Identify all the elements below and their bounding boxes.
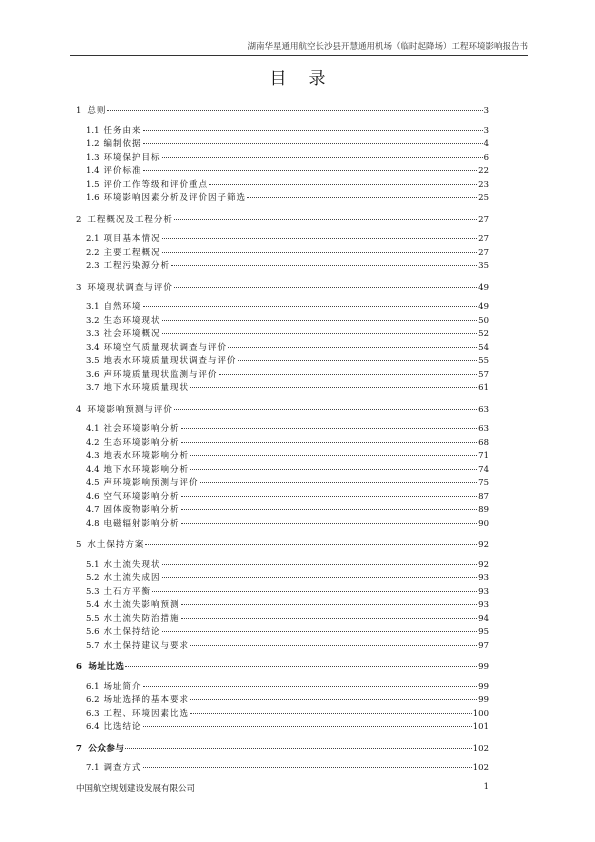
toc-section-entry[interactable]	[76, 247, 489, 261]
toc-entry-page: 49	[478, 282, 489, 293]
toc-dot-leader	[162, 577, 478, 578]
toc-entry-title: 总则	[87, 106, 107, 116]
toc-entry-page: 75	[478, 478, 489, 488]
toc-entry-page: 99	[478, 681, 489, 692]
toc-section-entry[interactable]	[76, 464, 489, 478]
toc-chapter-entry[interactable]	[76, 661, 489, 675]
toc-dot-leader	[152, 591, 477, 592]
toc-section-entry[interactable]	[76, 369, 489, 383]
toc-dot-leader	[162, 631, 478, 632]
toc-entry-page: 54	[478, 342, 489, 353]
toc-dot-leader	[143, 767, 472, 768]
toc-entry-page: 99	[478, 662, 489, 672]
toc-entry-title: 水土保持方案	[87, 540, 145, 550]
toc-entry-title: 工程概况及工程分析	[87, 214, 173, 225]
toc-entry-title: 水土流失成因	[103, 573, 161, 583]
toc-dot-leader	[181, 442, 478, 443]
toc-section-entry[interactable]	[76, 165, 489, 179]
toc-entry-page: 23	[478, 179, 489, 190]
toc-entry-number: 4.5	[86, 478, 100, 488]
toc-dot-leader	[190, 699, 477, 700]
toc-entry-number: 5.3	[86, 586, 100, 597]
toc-section-entry[interactable]	[76, 152, 489, 166]
toc-entry-number: 2	[76, 214, 82, 225]
toc-entry-title: 电磁辐射影响分析	[103, 518, 180, 529]
toc-entry-title: 地下水环境质量现状	[103, 383, 190, 393]
toc-section-entry[interactable]	[76, 626, 489, 640]
toc-section-entry[interactable]	[76, 179, 489, 193]
toc-entry-page: 97	[478, 640, 489, 651]
toc-dot-leader	[174, 219, 477, 220]
toc-entry-title: 水土保持结论	[103, 627, 161, 637]
toc-entry-title: 空气环境影响分析	[103, 491, 180, 502]
toc-entry-number: 4.6	[86, 491, 100, 502]
toc-entry-page: 25	[478, 193, 489, 203]
toc-entry-title: 自然环境	[103, 302, 142, 312]
toc-section-entry[interactable]	[76, 586, 489, 600]
toc-dot-leader	[174, 409, 477, 410]
toc-entry-number: 7	[76, 743, 83, 754]
toc-entry-title: 评价标准	[103, 166, 142, 176]
toc-section-entry[interactable]	[76, 640, 489, 654]
toc-section-entry[interactable]	[76, 518, 489, 532]
toc-entry-number: 1.3	[86, 152, 100, 163]
toc-dot-leader	[125, 748, 471, 749]
toc-entry-page: 52	[478, 329, 489, 339]
toc-entry-number: 2.3	[86, 261, 100, 271]
toc-entry-page: 93	[478, 586, 489, 597]
toc-entry-page: 93	[478, 600, 489, 610]
toc-section-entry[interactable]	[76, 572, 489, 586]
toc-entry-title: 环境保护目标	[103, 152, 161, 163]
toc-entry-title: 水土流失防治措施	[103, 613, 180, 624]
toc-chapter-entry[interactable]	[76, 743, 489, 757]
toc-entry-title: 声环境质量现状监测与评价	[103, 369, 218, 380]
toc-entry-title: 调查方式	[103, 763, 142, 773]
toc-entry-number: 1.4	[86, 166, 100, 176]
toc-dot-leader	[125, 666, 477, 667]
toc-entry-page: 35	[478, 261, 489, 271]
toc-entry-number: 3.3	[86, 329, 100, 339]
toc-dot-leader	[162, 333, 478, 334]
toc-section-entry[interactable]	[76, 382, 489, 396]
toc-entry-title: 地表水环境影响分析	[103, 451, 190, 461]
toc-entry-number: 3.1	[86, 302, 100, 312]
toc-entry-title: 土石方平衡	[103, 586, 152, 597]
toc-dot-leader	[190, 455, 477, 456]
toc-entry-number: 1.1	[86, 125, 100, 136]
toc-section-entry[interactable]	[76, 762, 489, 776]
toc-entry-number: 7.1	[86, 763, 100, 773]
toc-section-entry[interactable]	[76, 504, 489, 518]
toc-dot-leader	[200, 482, 478, 483]
toc-entry-page: 94	[478, 613, 489, 624]
toc-entry-page: 101	[472, 722, 489, 732]
toc-chapter-entry[interactable]	[76, 214, 489, 228]
table-of-contents	[76, 105, 489, 776]
toc-section-entry[interactable]	[76, 477, 489, 491]
toc-dot-leader	[162, 564, 478, 565]
toc-entry-number: 5.7	[86, 640, 100, 651]
toc-dot-leader	[107, 110, 482, 111]
running-header: 湖南华星通用航空长沙县开慧通用机场（临时起降场）工程环境影响报告书	[70, 40, 528, 56]
toc-entry-title: 社会环境概况	[103, 329, 161, 339]
toc-entry-number: 4.3	[86, 451, 100, 461]
toc-section-entry[interactable]	[76, 233, 489, 247]
toc-section-entry[interactable]	[76, 450, 489, 464]
toc-section-entry[interactable]	[76, 491, 489, 505]
toc-section-entry[interactable]	[76, 355, 489, 369]
toc-entry-number: 5.5	[86, 613, 100, 624]
toc-entry-page: 102	[472, 743, 489, 754]
toc-entry-page: 63	[478, 404, 489, 415]
toc-entry-page: 50	[478, 315, 489, 326]
toc-entry-page: 71	[478, 451, 489, 461]
toc-entry-title: 环境影响因素分析及评价因子筛选	[103, 193, 247, 203]
toc-section-entry[interactable]	[76, 125, 489, 139]
toc-dot-leader	[219, 374, 478, 375]
toc-dot-leader	[238, 360, 478, 361]
toc-entry-number: 6	[76, 662, 83, 672]
toc-entry-page: 74	[478, 464, 489, 475]
toc-dot-leader	[190, 387, 477, 388]
toc-dot-leader	[143, 726, 472, 727]
toc-entry-number: 3.2	[86, 315, 100, 326]
toc-dot-leader	[190, 645, 477, 646]
toc-entry-page: 89	[478, 505, 489, 515]
toc-dot-leader	[162, 252, 478, 253]
toc-entry-number: 6.3	[86, 708, 100, 719]
toc-entry-page: 27	[478, 247, 489, 258]
toc-entry-title: 工程、环境因素比选	[103, 708, 190, 719]
toc-entry-page: 22	[478, 166, 489, 176]
toc-entry-title: 公众参与	[88, 743, 125, 754]
toc-entry-number: 4.1	[86, 424, 100, 434]
toc-entry-number: 4.7	[86, 505, 100, 515]
toc-entry-number: 5	[76, 540, 82, 550]
toc-entry-page: 92	[478, 540, 489, 550]
toc-entry-number: 3.6	[86, 369, 100, 380]
toc-dot-leader	[181, 496, 478, 497]
toc-entry-number: 5.6	[86, 627, 100, 637]
toc-entry-page: 90	[478, 518, 489, 529]
toc-dot-leader	[143, 686, 478, 687]
toc-entry-number: 6.2	[86, 695, 100, 705]
toc-chapter-entry[interactable]	[76, 539, 489, 553]
toc-entry-page: 4	[483, 139, 489, 149]
toc-entry-page: 63	[478, 424, 489, 434]
toc-entry-number: 3.5	[86, 356, 100, 366]
toc-dot-leader	[190, 469, 477, 470]
toc-dot-leader	[247, 197, 477, 198]
toc-entry-page: 68	[478, 437, 489, 448]
toc-section-entry[interactable]	[76, 328, 489, 342]
toc-entry-title: 场址简介	[103, 681, 142, 692]
toc-dot-leader	[181, 618, 478, 619]
toc-section-entry[interactable]	[76, 423, 489, 437]
toc-entry-title: 地表水环境质量现状调查与评价	[103, 356, 237, 366]
toc-entry-page: 61	[478, 383, 489, 393]
toc-chapter-entry[interactable]	[76, 404, 489, 418]
toc-dot-leader	[181, 604, 478, 605]
toc-entry-number: 6.4	[86, 722, 100, 732]
toc-entry-number: 2.1	[86, 234, 100, 244]
toc-entry-page: 99	[478, 695, 489, 705]
toc-chapter-entry[interactable]	[76, 282, 489, 296]
toc-entry-number: 4	[76, 404, 82, 415]
toc-entry-number: 4.4	[86, 464, 100, 475]
toc-section-entry[interactable]	[76, 708, 489, 722]
toc-dot-leader	[181, 509, 478, 510]
toc-entry-title: 主要工程概况	[103, 247, 161, 258]
toc-entry-title: 地下水环境影响分析	[103, 464, 190, 475]
toc-entry-title: 场址比选	[88, 662, 125, 672]
toc-chapter-entry[interactable]	[76, 105, 489, 119]
toc-entry-title: 固体废物影响分析	[103, 505, 180, 515]
toc-section-entry[interactable]	[76, 192, 489, 206]
toc-entry-title: 水土保持建议与要求	[103, 640, 190, 651]
toc-entry-number: 3.7	[86, 383, 100, 393]
toc-dot-leader	[145, 544, 477, 545]
toc-entry-title: 编制依据	[103, 139, 142, 149]
toc-dot-leader	[143, 130, 483, 131]
toc-section-entry[interactable]	[76, 721, 489, 735]
toc-entry-page: 3	[483, 106, 489, 116]
toc-entry-number: 5.2	[86, 573, 100, 583]
toc-dot-leader	[143, 306, 478, 307]
toc-dot-leader	[162, 238, 478, 239]
toc-dot-leader	[190, 713, 472, 714]
toc-entry-number: 4.8	[86, 518, 100, 529]
toc-entry-page: 27	[478, 214, 489, 225]
toc-entry-page: 57	[478, 369, 489, 380]
toc-section-entry[interactable]	[76, 681, 489, 695]
toc-entry-title: 评价工作等级和评价重点	[103, 179, 209, 190]
toc-dot-leader	[174, 287, 477, 288]
toc-entry-title: 生态环境影响分析	[103, 437, 180, 448]
toc-dot-leader	[143, 143, 483, 144]
toc-entry-title: 生态环境现状	[103, 315, 161, 326]
toc-entry-number: 6.1	[86, 681, 100, 692]
toc-entry-title: 比选结论	[103, 722, 142, 732]
toc-entry-page: 100	[472, 708, 489, 719]
toc-section-entry[interactable]	[76, 260, 489, 274]
footer-company: 中国航空规划建设发展有限公司	[76, 784, 196, 794]
toc-dot-leader	[209, 184, 477, 185]
toc-entry-page: 93	[478, 573, 489, 583]
toc-entry-number: 4.2	[86, 437, 100, 448]
toc-entry-page: 27	[478, 234, 489, 244]
toc-section-entry[interactable]	[76, 694, 489, 708]
toc-section-entry[interactable]	[76, 437, 489, 451]
toc-dot-leader	[143, 170, 478, 171]
toc-entry-page: 95	[478, 627, 489, 637]
toc-entry-title: 任务由来	[103, 125, 142, 136]
toc-entry-number: 3	[76, 282, 82, 293]
toc-entry-title: 社会环境影响分析	[103, 424, 180, 434]
toc-dot-leader	[181, 523, 478, 524]
toc-entry-title: 水土流失影响预测	[103, 600, 180, 610]
page-footer	[76, 782, 489, 794]
footer-page-number: 1	[483, 782, 489, 792]
toc-entry-page: 87	[478, 491, 489, 502]
toc-entry-title: 声环境影响预测与评价	[103, 478, 199, 488]
toc-section-entry[interactable]	[76, 559, 489, 573]
toc-entry-number: 1.6	[86, 193, 100, 203]
toc-entry-page: 6	[483, 152, 489, 163]
toc-dot-leader	[228, 347, 477, 348]
toc-dot-leader	[171, 265, 477, 266]
toc-entry-title: 环境现状调查与评价	[87, 282, 173, 293]
toc-section-entry[interactable]	[76, 315, 489, 329]
toc-section-entry[interactable]	[76, 613, 489, 627]
toc-section-entry[interactable]	[76, 342, 489, 356]
toc-entry-page: 3	[483, 125, 489, 136]
toc-section-entry[interactable]	[76, 138, 489, 152]
toc-entry-title: 工程污染源分析	[103, 261, 171, 271]
toc-entry-title: 场址选择的基本要求	[103, 695, 190, 705]
toc-entry-number: 1.2	[86, 139, 100, 149]
toc-entry-page: 55	[478, 356, 489, 366]
toc-entry-page: 49	[478, 302, 489, 312]
toc-entry-number: 2.2	[86, 247, 100, 258]
toc-entry-title: 环境空气质量现状调查与评价	[103, 342, 228, 353]
toc-entry-title: 水土流失现状	[103, 559, 161, 570]
toc-entry-page: 92	[478, 559, 489, 570]
toc-dot-leader	[162, 320, 478, 321]
page-title: 目录	[269, 69, 348, 89]
toc-dot-leader	[181, 428, 478, 429]
toc-dot-leader	[162, 157, 483, 158]
toc-entry-number: 5.4	[86, 600, 100, 610]
toc-entry-number: 1.5	[86, 179, 100, 190]
toc-entry-title: 环境影响预测与评价	[87, 404, 173, 415]
toc-entry-title: 项目基本情况	[103, 234, 161, 244]
toc-section-entry[interactable]	[76, 599, 489, 613]
toc-entry-number: 1	[76, 106, 82, 116]
toc-entry-page: 102	[472, 763, 489, 773]
toc-entry-number: 3.4	[86, 342, 100, 353]
toc-section-entry[interactable]	[76, 301, 489, 315]
toc-entry-number: 5.1	[86, 559, 100, 570]
